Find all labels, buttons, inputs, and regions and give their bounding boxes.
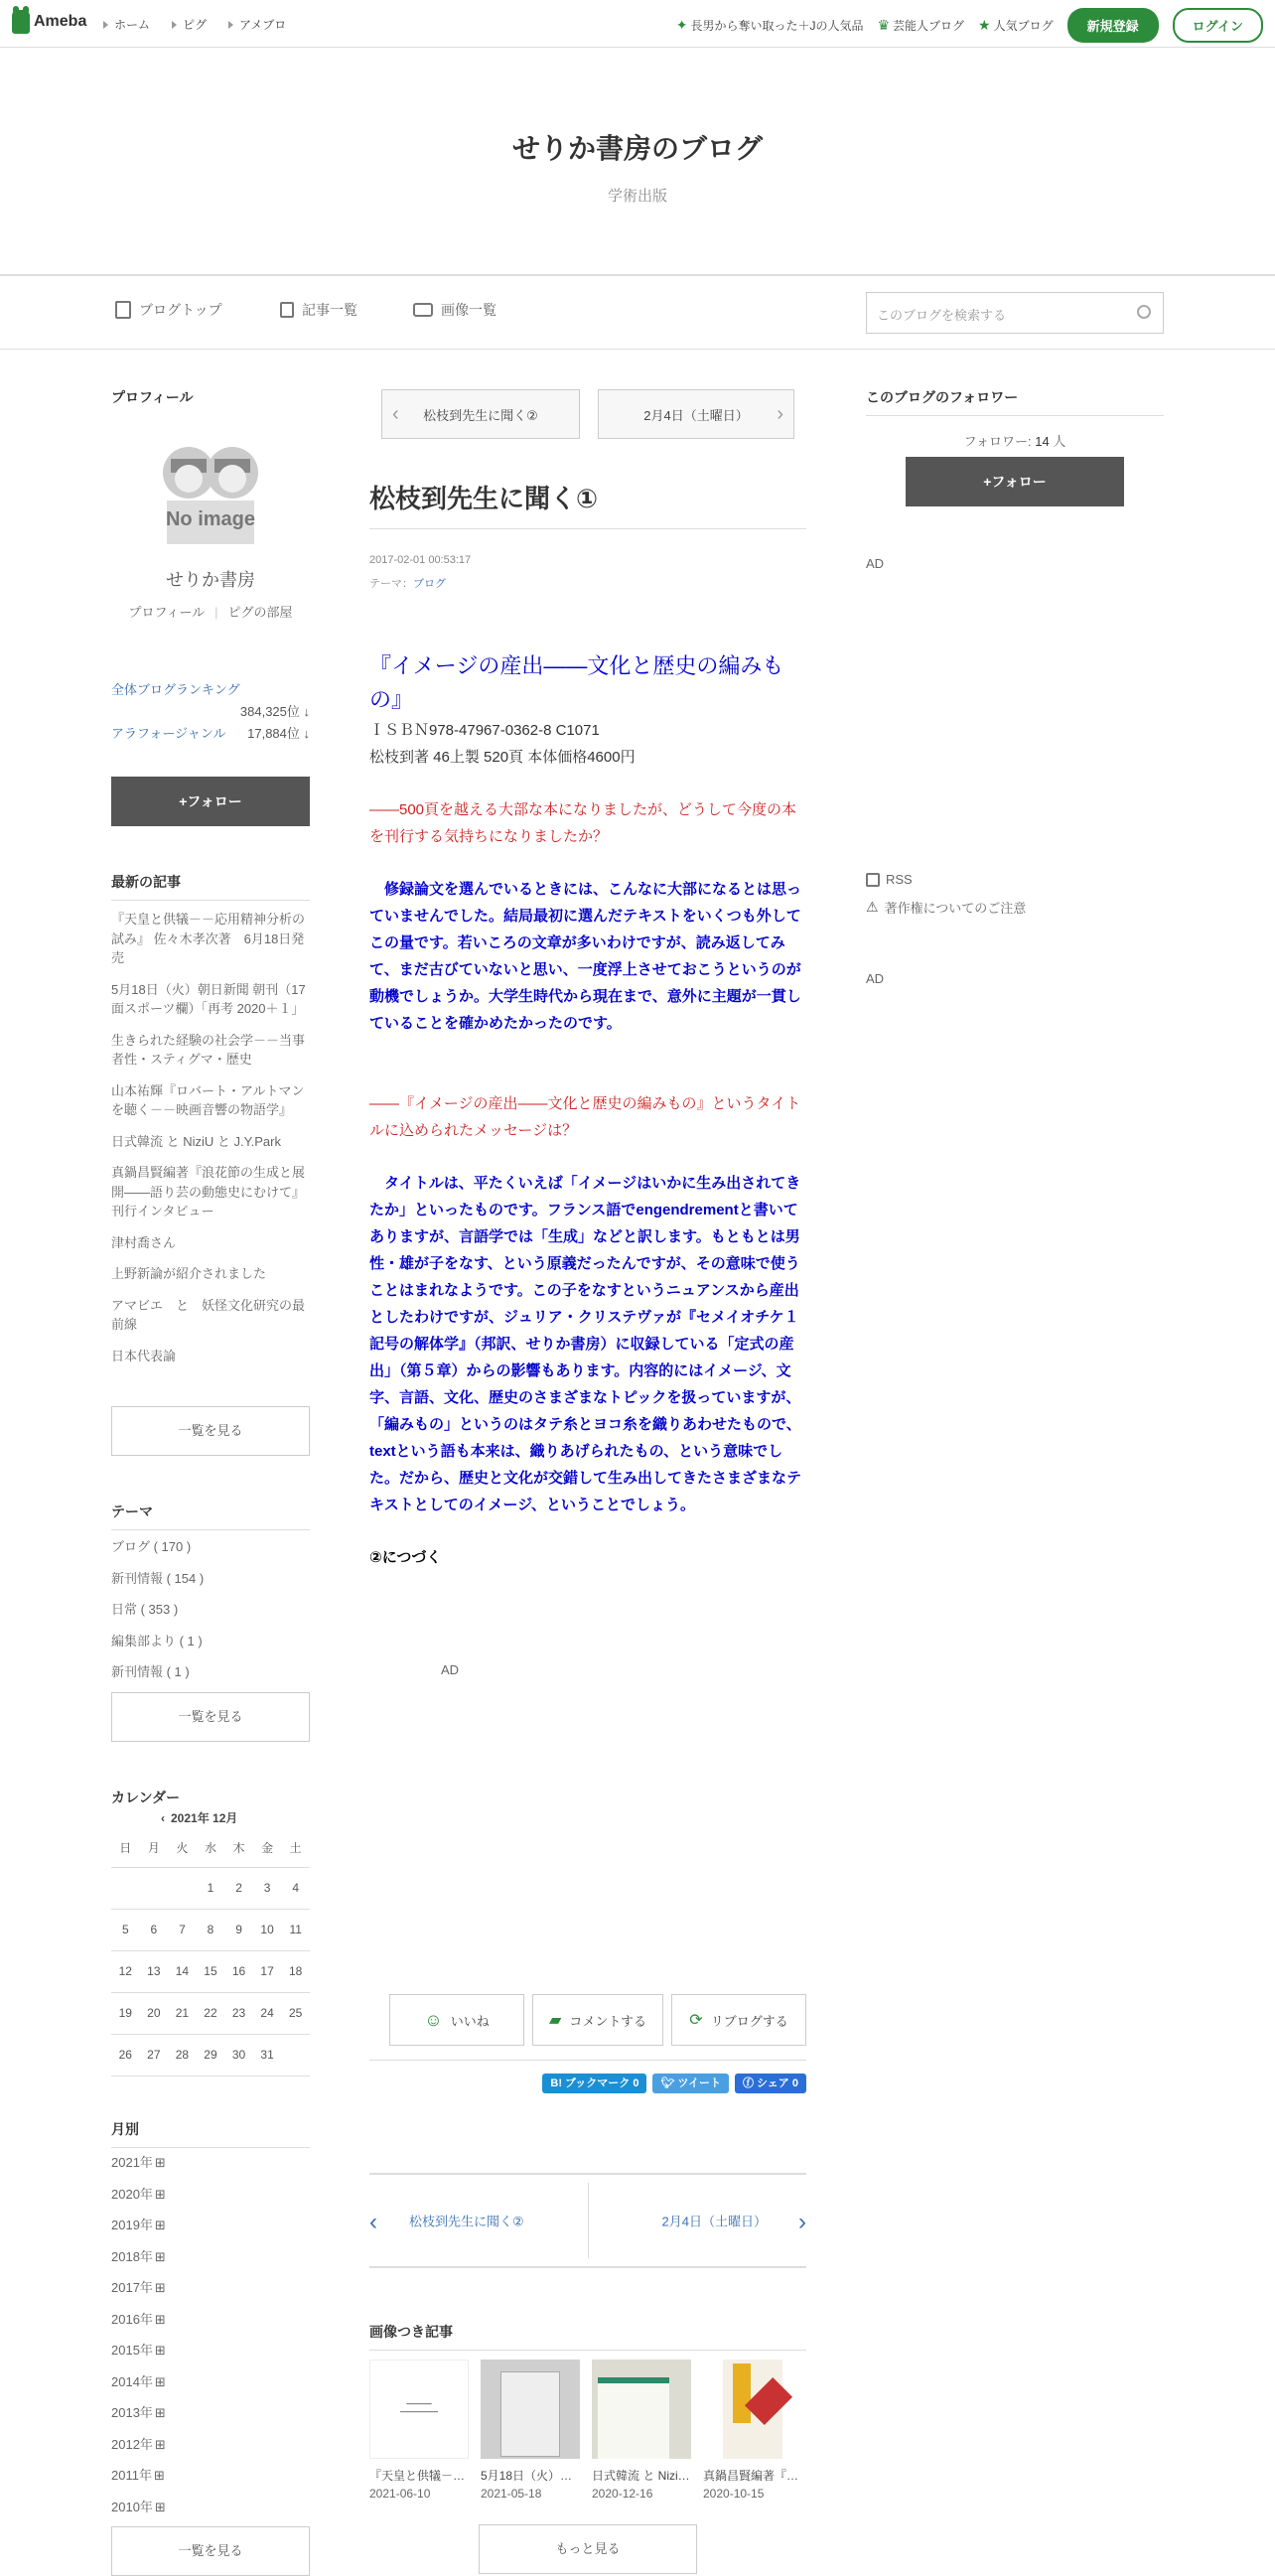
expand-icon[interactable]: ⊞ [154,2218,166,2232]
top-bar [0,0,1275,48]
promo-link[interactable]: ✦ 長男から奪い取った＋Jの人気品 [675,17,864,33]
avatar-text: No image [165,508,256,530]
facebook-icon: ⓕ [742,2077,758,2089]
monthly-list [111,2147,310,2522]
image-articles-more-button[interactable]: もっと見る [479,2524,697,2574]
camera-icon [413,303,433,317]
expand-icon[interactable]: ⊞ [154,2248,166,2264]
month-item[interactable]: 2011年 ⊞ [111,2468,165,2483]
recent-item[interactable]: 津村喬さん [111,1234,177,1250]
facebook-share-button[interactable]: ⓕ シェア 0 [735,2074,806,2093]
arrow-right-icon [172,21,177,29]
theme-item[interactable]: 新刊情報 ( 154 ) [111,1570,205,1586]
like-button[interactable]: ☺ いいね [389,1994,524,2046]
expand-icon[interactable]: ⊞ [154,2405,166,2420]
article-body [369,649,814,1571]
calendar-day: 27 [140,2034,169,2075]
recent-more-button[interactable]: 一覧を見る [111,1406,310,1456]
month-item[interactable]: 2015年 ⊞ [111,2343,166,2358]
month-item[interactable]: 2017年 ⊞ [111,2280,166,2295]
calendar-day: 12 [111,1950,140,1992]
calendar-heading: カレンダー [111,1789,181,1805]
rss-link[interactable]: RSS [866,872,913,887]
calendar-day: 5 [111,1909,140,1950]
blog-subtitle: 学術出版 [607,188,667,205]
calendar-day: 31 [253,2034,282,2075]
rank-all-label[interactable]: 全体ブログランキング [111,682,240,697]
next-article-button[interactable]: 2月4日（土曜日） › [598,389,794,439]
ad-label: AD [441,1662,460,1677]
expand-icon[interactable]: ⊞ [154,2186,166,2202]
theme-heading: テーマ [111,1502,310,1530]
expand-icon[interactable]: ⊞ [154,2499,166,2514]
image-articles [369,2360,806,2508]
calendar-weekday: 日 [111,1829,140,1867]
chevron-left-icon: ‹ [392,402,399,425]
calendar-weekday: 金 [253,1829,282,1867]
expand-icon[interactable]: ⊞ [154,2155,166,2170]
calendar-day [281,2034,310,2075]
expand-icon[interactable]: ⊞ [154,2373,166,2389]
chevron-left-icon[interactable]: ‹ [161,1811,165,1825]
profile-name[interactable]: せりか書房 [166,570,255,590]
calendar-day [111,1867,140,1909]
image-articles-heading: 画像つき記事 [369,2322,806,2351]
calendar-day: 4 [281,1867,310,1909]
top-nav [103,16,286,33]
ameba-logo-icon [12,10,30,34]
image-list-link[interactable]: 画像一覧 [413,300,496,320]
login-button[interactable]: ログイン [1173,8,1263,43]
article-meta: 2017-02-01 00:53:17 テーマ：ブログ [369,548,471,596]
answer-2: タイトルは、平たくいえば「イメージはいかに生み出されてきたか」といったものです。フランス語でengendrementと書いてありますが、言語学では「生成」などと訳します。もともとは男性・雄が子をなす、という原義だったんですが、その意味で使うことはまれなようです。この子をなすというニュアンスから産出としたわけですが、ジュリア・クリステヴァが『セメイオチケ１ 記号の解体学』（邦訳、せりか書房）に収録している「定式の産出」（第５章）からの影響もあります。内容的にはイメージ、文字、言語、文化、歴史のさまざまなトピックを扱っていますが、「編みもの」というのはタテ糸とヨコ糸を織りあわせたもので、textという語も本来は、織りあげられたもの、という意味でした。だから、歴史と文化が交錯して生み出してきたさまざまなテキストとしてのイメージ、ということでしょう。 [369,1175,814,1513]
thumbnail[interactable] [592,2360,691,2459]
month-item[interactable]: 2014年 ⊞ [111,2373,166,2389]
register-button[interactable]: 新規登録 [1067,8,1159,43]
ameba-logo[interactable]: Ameba [12,10,86,34]
chevron-right-icon: › [777,402,783,425]
calendar-day: 6 [140,1909,169,1950]
rank-genre-label[interactable]: アラフォージャンル [111,726,226,741]
bottom-article-nav [369,2173,806,2268]
calendar-weekday: 月 [140,1829,169,1867]
divider [369,528,806,529]
blog-subnav [0,278,1275,350]
calendar-day: 30 [224,2034,253,2075]
ad-label: AD [866,556,885,571]
question-1: ――500頁を越える大部な本になりましたが、どうして今度の本を刊行する気持ちになりましたか？ [369,801,797,845]
calendar-day: 18 [281,1950,310,1992]
ad-label: AD [866,971,885,986]
calendar [111,1829,310,2076]
recent-item[interactable]: 日式韓流 と NiziU と J.Y.Park [111,1133,281,1149]
calendar-weekday: 火 [168,1829,197,1867]
follow-button-right[interactable]: +フォロー [906,457,1124,506]
calendar-day: 22 [197,1992,225,2034]
chevron-left-icon: ‹ [369,2209,377,2235]
calendar-day: 7 [168,1909,197,1950]
calendar-day: 11 [281,1909,310,1950]
reblog-button[interactable]: ⟳ リブログする [671,1994,806,2046]
calendar-day: 25 [281,1992,310,2034]
document-icon [115,301,131,319]
article-date: 2017-02-01 00:53:17 [369,554,472,566]
theme-item[interactable]: 日常 ( 353 ) [111,1602,179,1617]
theme-more-button[interactable]: 一覧を見る [111,1692,310,1742]
image-article-date: 2021-06-10 [369,2487,431,2501]
calendar-weekday: 木 [224,1829,253,1867]
pigg-room-link[interactable]: ピグの部屋 [227,605,293,620]
question-2: ――『イメージの産出――文化と歴史の編みもの』というタイトルに込められたメッセージは？ [369,1095,801,1139]
recent-item[interactable]: 5月18日（火）朝日新聞 朝刊（17面スポーツ欄）「再考 2020＋１」 [111,981,306,1016]
smile-icon: ☺ [424,2009,443,2030]
theme-item[interactable]: 新刊情報 ( 1 ) [111,1664,190,1679]
image-article-date: 2020-10-15 [703,2487,765,2501]
celeb-blog-link[interactable]: ♛ 芸能人ブログ [877,17,965,33]
calendar-day: 28 [168,2034,197,2075]
star-icon: ★ [978,17,991,33]
calendar-day: 1 [197,1867,225,1909]
continued-text: ②につづく [369,1549,442,1566]
article-title: 松枝到先生に聞く① [369,484,599,513]
comment-button[interactable]: ▰ コメントする [532,1994,663,2046]
monthly-more-button[interactable]: 一覧を見る [111,2526,310,2576]
theme-list [111,1531,310,1688]
bottom-next-link[interactable]: 2月4日（土曜日） › [661,2209,806,2235]
comment-icon: ▰ [549,2012,562,2029]
nav-home[interactable]: ホーム [103,16,150,33]
recent-item[interactable]: アマビエ と 妖怪文化研究の最前線 [111,1297,306,1332]
month-item[interactable]: 2016年 ⊞ [111,2311,166,2327]
answer-1: 修録論文を選んでいるときには、こんなに大部になるとは思っていませんでした。結局最初に選んだテキストをいくつも外してこの量です。若いころの文章が多いわけですが、読み返してみて、まだ古びていないと思い、一度浮上させておこうというのが動機でしょうか。大学生時代から現在まで、意外に主題が一貫していることを確かめたかったのです。 [369,881,802,1032]
calendar-day: 29 [197,2034,225,2075]
tweet-button[interactable]: 🐦︎ ツイート [652,2074,728,2093]
ranking [111,679,310,745]
hatena-bookmark-button[interactable]: B! ブックマーク 0 [542,2074,646,2093]
copy-icon [280,302,294,318]
calendar-weekday: 水 [197,1829,225,1867]
chevron-right-icon: › [798,2209,806,2235]
calendar-day: 3 [253,1867,282,1909]
expand-icon[interactable]: ⊞ [154,2311,166,2327]
popular-blog-link[interactable]: ★ 人気ブログ [978,17,1054,33]
expand-icon[interactable]: ⊞ [154,2343,166,2358]
calendar-day: 9 [224,1909,253,1950]
share-buttons [542,2074,806,2093]
recent-list [111,904,310,1371]
recent-item[interactable]: 『天皇と供犠－－応用精神分析の試み』 佐々木孝次著 6月18日発売 [111,912,306,965]
month-item[interactable]: 2019年 ⊞ [111,2218,166,2232]
month-item[interactable]: 2012年 ⊞ [111,2436,166,2452]
avatar[interactable] [155,433,266,544]
thumbnail[interactable] [481,2360,580,2459]
month-item[interactable]: 2018年 ⊞ [111,2248,166,2264]
rss-icon [866,873,880,887]
isbn: ＩＳＢＮ978-47967-0362-8 C1071 [369,722,600,739]
book-title: 『イメージの産出――文化と歴史の編みもの』 [369,653,784,712]
calendar-day: 20 [140,1992,169,2034]
calendar-day: 24 [253,1992,282,2034]
calendar-day: 26 [111,2034,140,2075]
top-right [676,8,1263,43]
calendar-day: 2 [224,1867,253,1909]
warning-icon: ⚠ [866,899,879,915]
image-article-date: 2020-12-16 [592,2487,653,2501]
image-article-caption[interactable]: 真鍋昌賢編著『… [703,2469,799,2483]
recent-item[interactable]: 日本代表論 [111,1348,177,1363]
blog-search-input[interactable]: このブログを検索する [866,292,1164,334]
recent-item[interactable]: 生きられた経験の社会学－－当事者性・スティグマ・歴史 [111,1032,306,1067]
calendar-month: ‹ 2021年 12月 [161,1811,238,1825]
thumbnail[interactable]: ━━━━━━ ━━━━━━━━━ [369,2360,469,2459]
reblog-icon: ⟳ [689,2012,703,2029]
twitter-icon: 🐦︎ [660,2077,678,2089]
blog-header [0,48,1275,276]
blog-top-link[interactable]: ブログトップ [115,300,222,320]
article-theme-link[interactable]: ブログ [413,578,446,590]
follow-button[interactable]: +フォロー [111,777,310,826]
calendar-day: 17 [253,1950,282,1992]
profile-links: プロフィール | ピグの部屋 [128,605,293,620]
calendar-day: 10 [253,1909,282,1950]
calendar-day [168,1867,197,1909]
arrow-right-icon [103,21,108,29]
copyright-link[interactable]: ⚠ 著作権についてのご注意 [866,899,1027,916]
prev-article-button[interactable]: ‹ 松枝到先生に聞く② [381,389,580,439]
calendar-day: 19 [111,1992,140,2034]
calendar-day: 15 [197,1950,225,1992]
image-article-date: 2021-05-18 [481,2487,542,2501]
crown-icon: ♛ [877,17,891,33]
calendar-day: 23 [224,1992,253,2034]
recent-item[interactable]: 山本祐輝『ロバート・アルトマンを聴く－－映画音響の物語学』 [111,1082,305,1117]
nav-ameblo[interactable]: アメブロ [228,16,286,33]
expand-icon[interactable]: ⊞ [154,2280,166,2295]
theme-item[interactable]: 編集部より ( 1 ) [111,1633,203,1648]
calendar-day [140,1867,169,1909]
month-item[interactable]: 2021年 ⊞ [111,2155,166,2170]
blog-title[interactable]: せりか書房のブログ [511,133,763,164]
calendar-day: 16 [224,1950,253,1992]
bottom-prev-link[interactable]: ‹ 松枝到先生に聞く② [369,2209,524,2235]
expand-icon[interactable]: ⊞ [154,2436,166,2452]
author-info: 松枝到著 46上製 520頁 本体価格4600円 [369,749,636,766]
month-item[interactable]: 2013年 ⊞ [111,2405,166,2420]
divider [369,2060,806,2061]
image-article-caption[interactable]: 『天皇と供犠－… [369,2469,466,2483]
theme-item[interactable]: ブログ ( 170 ) [111,1539,192,1554]
profile-link[interactable]: プロフィール [128,605,206,620]
search-icon[interactable] [1137,305,1151,319]
followers-heading: このブログのフォロワー [866,387,1164,416]
calendar-day: 21 [168,1992,197,2034]
article-list-link[interactable]: 記事一覧 [280,300,357,320]
calendar-day: 13 [140,1950,169,1992]
calendar-day: 8 [197,1909,225,1950]
thumbnail[interactable] [703,2360,802,2459]
image-article-caption[interactable]: 5月18日（火）… [481,2469,573,2483]
profile-heading: プロフィール [111,389,194,405]
star-icon: ✦ [675,17,688,33]
monthly-heading: 月別 [111,2119,310,2148]
nav-pigg[interactable]: ピグ [172,16,207,33]
expand-icon[interactable]: ⊞ [153,2468,165,2483]
month-item[interactable]: 2010年 ⊞ [111,2499,166,2514]
follower-count: フォロワー: 14 人 [963,434,1066,449]
image-article-caption[interactable]: 日式韓流 と Nizi… [592,2469,690,2483]
month-item[interactable]: 2020年 ⊞ [111,2186,166,2202]
rank-all-value: 384,325位 ↓ [239,704,310,719]
calendar-weekday: 土 [281,1829,310,1867]
calendar-day: 14 [168,1950,197,1992]
recent-heading: 最新の記事 [111,872,310,901]
recent-item[interactable]: 上野新論が紹介されました [111,1266,267,1281]
arrow-right-icon [228,21,233,29]
rank-genre-value: 17,884位 ↓ [247,726,310,741]
recent-item[interactable]: 真鍋昌賢編著『浪花節の生成と展開――語り芸の動態史にむけて』刊行インタビュー [111,1165,306,1218]
